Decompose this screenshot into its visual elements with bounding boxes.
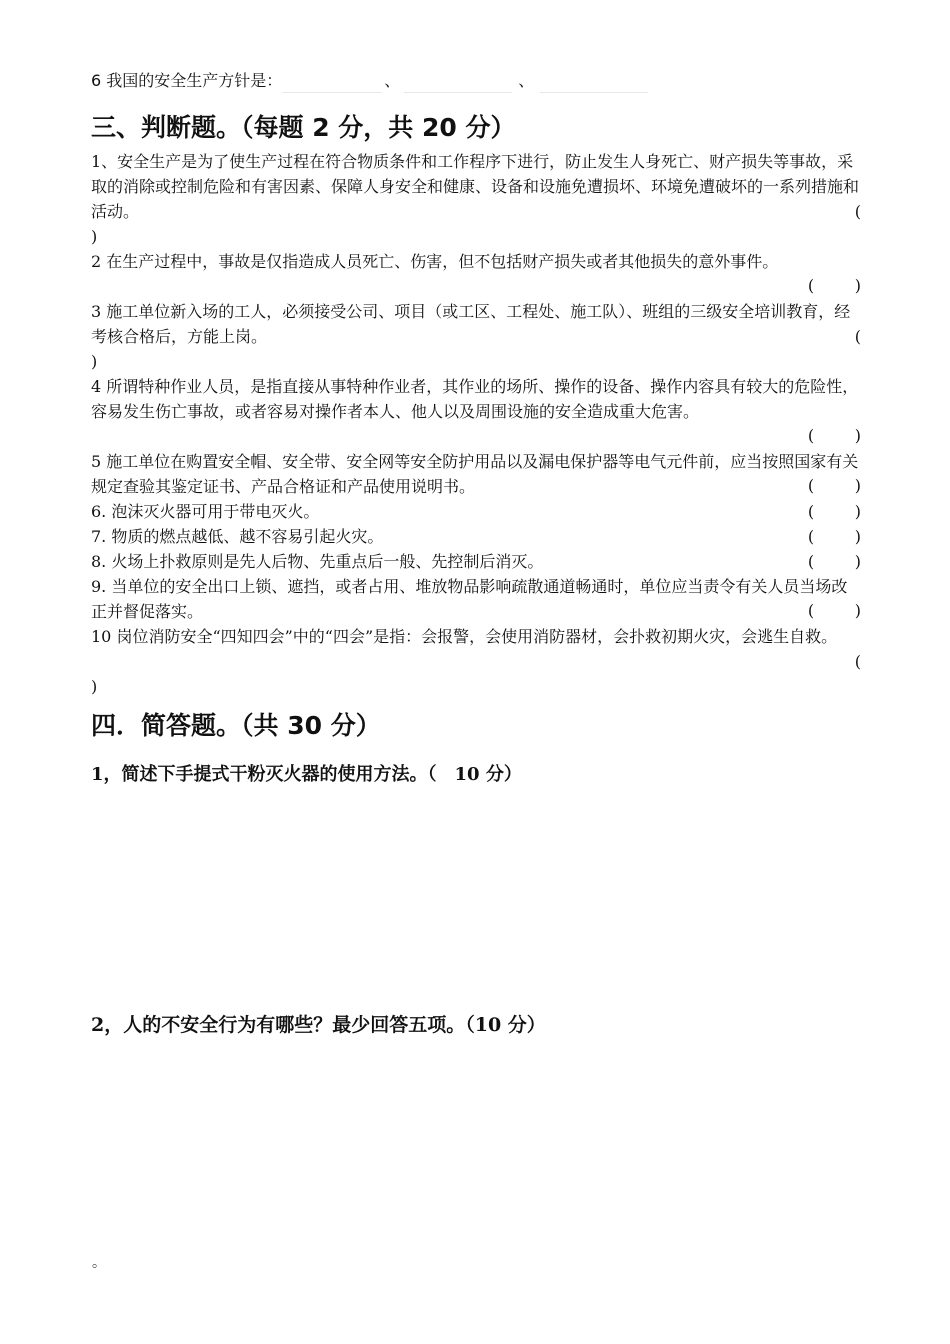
answer-paren[interactable]: ( ) [807,276,861,296]
question-text: 9. 当单位的安全出口上锁、遮挡，或者占用、堆放物品影响疏散通道畅通时，单位应当责令有关人员当场改正并督促落实。 [91,577,848,621]
answer-blank-1[interactable] [282,62,382,93]
footer-mark: 。 [92,1255,106,1271]
judgment-question-1 [91,150,861,249]
answer-paren-open[interactable]: ( [854,327,861,346]
judgment-question-4 [91,375,861,449]
answer-paren[interactable]: ( ) [807,476,861,496]
answer-paren-close: ) [91,352,98,371]
answer-paren-close: ) [91,227,98,246]
answer-blank-2[interactable] [404,62,512,93]
question-text: 5 施工单位在购置安全帽、安全带、安全网等安全防护用品以及漏电保护器等电气元件前，应当按照国家有关规定查验其鉴定证书、产品合格证和产品使用说明书。 [91,452,859,496]
section-3-heading: 三、判断题。（每题 2 分，共 20 分） [91,113,516,142]
question-text: 7. 物质的燃点越低、越不容易引起火灾。 [91,527,384,546]
answer-paren-open[interactable]: ( [854,202,861,221]
separator: 、 [518,71,535,90]
judgment-question-5 [91,450,861,499]
question-text: 10 岗位消防安全“四知四会”中的“四会”是指：会报警，会使用消防器材，会扑救初期火灾，会逃生自救。 [91,627,838,646]
answer-paren-open[interactable]: ( [854,652,861,671]
answer-area-2[interactable] [91,1045,861,1235]
question-text: 8. 火场上扑救原则是先人后物、先重点后一般、先控制后消灭。 [91,552,544,571]
question-text: 6. 泡沫灭火器可用于带电灭火。 [91,502,320,521]
answer-area-1[interactable] [91,795,861,995]
question-text: 4 所谓特种作业人员，是指直接从事特种作业者，其作业的场所、操作的设备、操作内容具有较大的危险性，容易发生伤亡事故，或者容易对操作者本人、他人以及周围设施的安全造成重大危害。 [91,377,859,421]
judgment-question-10 [91,625,861,699]
fill-in-question-6 [91,62,648,93]
judgment-question-8 [91,550,861,575]
judgment-question-2 [91,250,861,299]
question-text: 1、安全生产是为了使生产过程在符合物质条件和工作程序下进行，防止发生人身死亡、财产损失等事故，采取的消除或控制危险和有害因素、保障人身安全和健康、设备和设施免遭损坏、环境免遭破坏的一系列措施和活动。 [91,152,860,221]
separator: 、 [384,71,401,90]
judgment-question-9 [91,575,861,624]
answer-paren[interactable]: ( ) [807,426,861,446]
answer-paren-close: ) [91,677,98,696]
judgment-question-7 [91,525,861,550]
judgment-question-3 [91,300,861,374]
answer-paren[interactable]: ( ) [807,527,861,547]
question-text: 3 施工单位新入场的工人，必须接受公司、项目（或工区、工程处、施工队）、班组的三级安全培训教育，经考核合格后，方能上岗。 [91,302,851,346]
question-text: 2 在生产过程中，事故是仅指造成人员死亡、伤害，但不包括财产损失或者其他损失的意外事件。 [91,252,779,271]
answer-paren[interactable]: ( ) [807,552,861,572]
judgment-question-6 [91,500,861,525]
answer-paren[interactable]: ( ) [807,601,861,621]
short-answer-question-1: 1，简述下手提式干粉灭火器的使用方法。（ 10 分） [91,764,522,785]
short-answer-question-2: 2，人的不安全行为有哪些？最少回答五项。（10 分） [91,1014,546,1036]
question-text: 6 我国的安全生产方针是： [91,71,283,90]
answer-paren[interactable]: ( ) [807,502,861,522]
answer-blank-3[interactable] [540,62,648,93]
section-4-heading: 四．简答题。（共 30 分） [91,711,381,740]
